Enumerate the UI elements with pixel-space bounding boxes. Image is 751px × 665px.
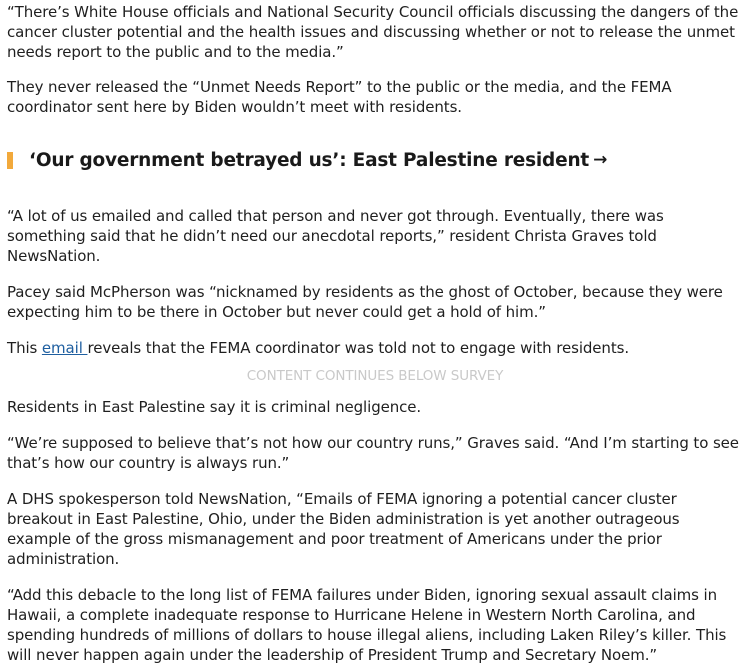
article-paragraph [7,338,743,358]
paragraph-text-after: reveals that the FEMA coordinator was told not to engage with residents. [87,339,630,357]
quote-paragraph: “We’re supposed to believe that’s not how our country runs,” Graves said. “And I’m starting to see that’s how our country is always run.” [7,434,739,472]
related-article-title[interactable]: ‘Our government betrayed us’: East Palestine resident [29,149,590,171]
accent-bar [7,152,13,169]
arrow-right-icon[interactable]: → [593,150,608,170]
survey-notice: CONTENT CONTINUES BELOW SURVEY [246,368,504,384]
article-paragraph: Residents in East Palestine say it is criminal negligence. [7,398,422,416]
quote-paragraph: A DHS spokesperson told NewsNation, “Emails of FEMA ignoring a potential cancer cluster breakout in East Palestine, Ohio, under the Biden administration is yet another outrageous example of the gross mismanagement and poor treatment of Americans under the prior administration. [7,490,680,568]
article-paragraph: Pacey said McPherson was “nicknamed by residents as the ghost of October, because they were expecting him to be there in October but never could get a hold of him.” [7,283,723,321]
email-link[interactable]: email [41,339,88,357]
quote-paragraph: “A lot of us emailed and called that person and never got through. Eventually, there was something said that he didn’t need our anecdotal reports,” resident Christa Graves told NewsNation. [7,207,664,265]
related-article-link[interactable] [7,148,743,172]
quote-paragraph: “Add this debacle to the long list of FEMA failures under Biden, ignoring sexual assault claims in Hawaii, a complete inadequate response to Hurricane Helene in Western North Carolina, and spending hundreds of millions of dollars to house illegal aliens, including Laken Riley’s killer. This will never happen again under the leadership of President Trump and Secretary Noem.” [7,586,727,664]
article-paragraph: They never released the “Unmet Needs Report” to the public or the media, and the FEMA coordinator sent here by Biden wouldn’t meet with residents. [7,78,672,116]
article-body [7,0,743,665]
quote-paragraph: “There’s White House officials and National Security Council officials discussing the dangers of the cancer cluster potential and the health issues and discussing whether or not to release the unmet needs report to the public and to the media.” [7,3,739,61]
paragraph-text-before: This [7,339,42,357]
